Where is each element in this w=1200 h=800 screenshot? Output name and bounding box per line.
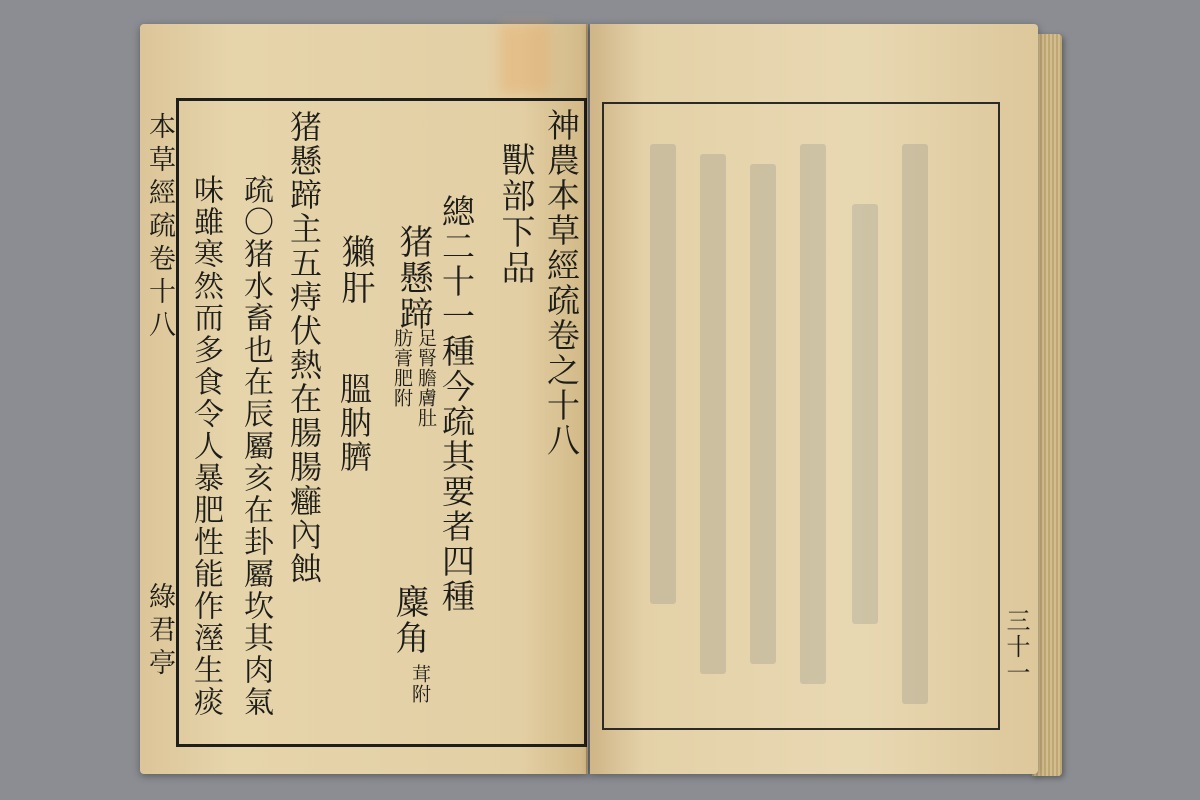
margin-title: 本草經疏卷十八 bbox=[144, 112, 175, 343]
left-page bbox=[140, 24, 588, 774]
bleed-through-column bbox=[700, 154, 726, 674]
item-otter-liver: 獺肝 bbox=[335, 234, 375, 306]
summary-line: 總二十一種今疏其要者四種 bbox=[437, 194, 476, 614]
item-deer-antler: 麋角 bbox=[389, 584, 429, 656]
bleed-through-column bbox=[800, 144, 826, 684]
paper-stain bbox=[500, 24, 550, 94]
item-deer-antler-note: 茸附 bbox=[409, 664, 431, 704]
item-pig-hoof: 猪懸蹄 bbox=[393, 224, 433, 332]
item-pig-hoof-note-a: 足腎膽膚肚 bbox=[415, 328, 437, 428]
margin-publisher: 綠君亭 bbox=[144, 582, 175, 681]
right-page bbox=[590, 24, 1038, 774]
section-heading: 獸部下品 bbox=[495, 142, 535, 286]
commentary-line-1: 疏〇猪水畜也在辰屬亥在卦屬坎其肉氣 bbox=[238, 174, 273, 718]
item-pig-hoof-note-b: 肪膏肥附 bbox=[391, 328, 413, 408]
entry-heading: 猪懸蹄主五痔伏熱在腸腸癰內蝕 bbox=[285, 110, 323, 586]
item-seal-navel: 膃肭臍 bbox=[335, 372, 373, 474]
commentary-line-2: 味雖寒然而多食令人暴肥性能作溼生痰 bbox=[188, 174, 223, 718]
page-number: 三十一 bbox=[1002, 608, 1030, 686]
volume-title: 神農本草經疏卷之十八 bbox=[542, 108, 581, 458]
bleed-through-column bbox=[902, 144, 928, 704]
bleed-through-column bbox=[650, 144, 676, 604]
bleed-through-column bbox=[852, 204, 878, 624]
bleed-through-column bbox=[750, 164, 776, 664]
open-book bbox=[140, 24, 1060, 776]
